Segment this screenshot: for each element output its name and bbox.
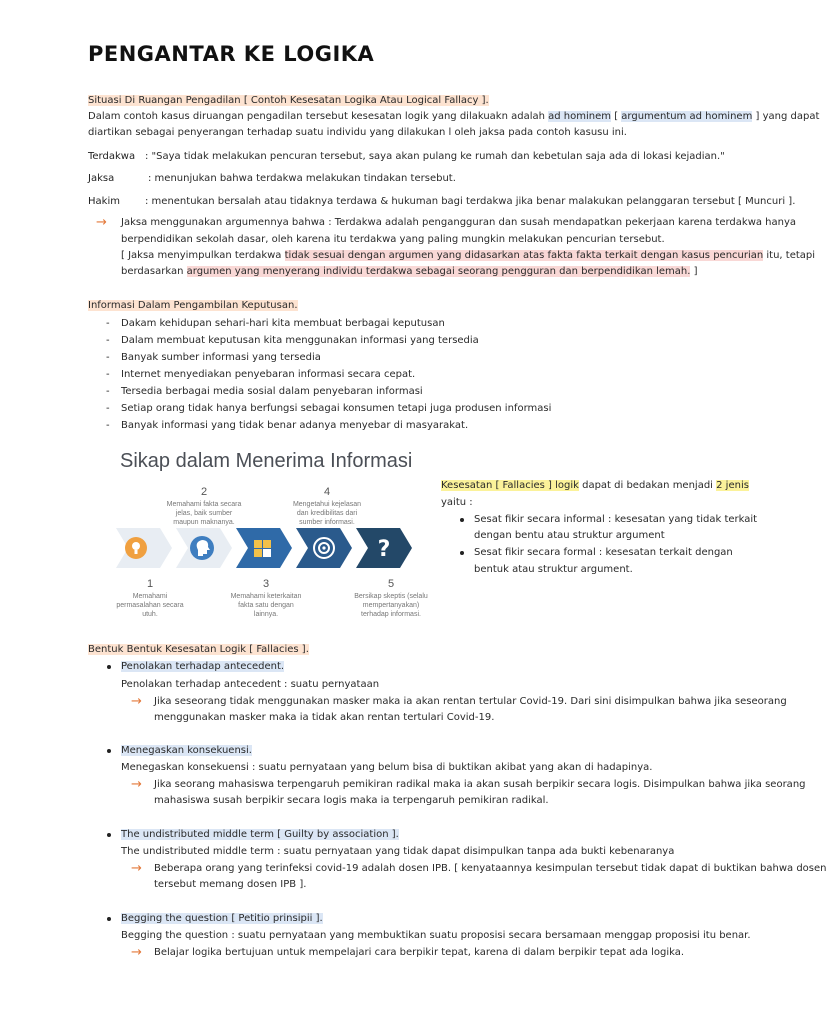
list-item: Internet menyediakan penyebaran informasi secara cepat.: [121, 369, 416, 380]
arrow-right-icon: →: [131, 694, 142, 709]
situasi-heading: Situasi Di Ruangan Pengadilan [ Contoh Kesesatan Logika Atau Logical Fallacy ].: [88, 95, 489, 106]
bentuk-4-title: Begging the question [ Petitio prinsipii ].: [121, 913, 323, 924]
document-page: PENGANTAR KE LOGIKA Situasi Di Ruangan Pengadilan [ Contoh Kesesatan Logika Atau Logical Fallacy ]. Dalam contoh kasus diruangan pengadilan tersebut kesesatan logik yang dilakuakn adalah ad hominem [ argumentum ad hominem ] yang dapat diartikan sebagai penyerangan terhadap suatu individu yang dilakukan l oleh jaksa pada contoh kasusu ini. Terdakwa : "Saya tidak melakukan pencuran tersebut, saya akan pulang ke rumah dan kebetulan saja ada di lokasi kejadian." Jaksa : menunjukan bahwa terdakwa melakukan tindakan tersebut. Hakim : menentukan bersalah atau tidaknya terdawa & hukuman bagi terdakwa jika benar malakukan pelanggaran tersebut [ Muncuri ]. → Jaksa menggunakan argumennya bahwa : Terdakwa adalah pengangguran dan susah mendapatkan pekerjaan karena terdakwa hanya berpendidikan sekolah dasar, oleh karena itu terdakwa yang paling mungkin melakukan pencurian tersebut. [ Jaksa menyimpulkan terdakwa tidak sesuai dengan argumen yang didasarkan atas fakta fakta terkait dengan kasus pencurian itu, tetapi berdasarkan argumen yang menyerang individu terdakwa sebagai seorang pengguran dan berpendidikan lemah. ] Informasi Dalam Pengambilan Keputusan. - Dakam kehidupan sehari-hari kita membuat berbagai keputusan - Dalam membuat keputusan kita menggunakan informasi yang tersedia - Banyak sumber informasi yang tersedia - Internet menyediakan penyebaran informasi secara cepat. - Tersedia berbagai media sosial dalam penyebaran informasi - Setiap orang tidak hanya berfungsi sebagai konsumen tetapi juga produsen informasi - Banyak informasi yang tidak benar adanya menyebar di masyarakat. Sikap dalam Menerima Informasi 2 Memahami fakta secara jelas, baik sumber maupun maknanya. 4 Mengetahui kejelasan dan kredibilitas dari sumber informasi. ? 1 Memahami permasalahan secara utuh. 3 Memahami keterkaitan fakta satu dengan lainnya. 5 Bersikap skeptis (selalu mempertanyakan) terhadap informasi. Kesesatan [ Fallacies ] logik dapat di bedakan menjadi 2 jenis yaitu : Sesat fikir secara informal : kesesatan yang tidak terkait dengan bentu atau struktur argument Sesat fikir secara formal : kesesatan terkait dengan bentuk atau struktur argument. Bentuk Bentuk Kesesatan Logik [ Fallacies ]. Penolakan terhadap antecedent. Penolakan terhadap antecedent : suatu pernyataan → Jika seseorang tidak menggunakan masker maka ia akan rentan tertular Covid-19. Dari sini disimpulkan bahwa jika seseorang menggunakan masker maka ia tidak akan rentan tertulari Covid-19. Menegaskan konsekuensi. Menegaskan konsekuensi : suatu pernyataan yang belum bisa di buktikan akibat yang akan di hadapinya. → Jika seorang mahasiswa terpengaruh pemikiran radikal maka ia akan susah berpikir secara logis. Disimpulkan bahwa jika seorang mahasiswa susah berpikir secara logis maka ia terpengaruh pemikiran radikal. The undistributed middle term [ Guilty by association ]. The undistributed middle term : suatu pernyataan yang tidak dapat disimpulkan tanpa ada bukti kebenaranya → Beberapa orang yang terinfeksi covid-19 adalah dosen IPB. [ kenyataannya kesimpulan tersebut tidak dapat di buktikan bahwa dosen tersebut memang dosen IPB ]. Begging the question [ Petitio prinsipii ]. Begging the question : suatu pernyataan yang membuktikan suatu proposisi secara bersamaan menggap proposisi itu benar. → Belajar logika bertujuan untuk mempelajari cara berpikir tepat, karena di dalam berpikir tepat ada logika.: [88, 42, 827, 960]
bentuk-2-def: Menegaskan konsekuensi : suatu pernyataan yang belum bisa di buktikan akibat yang akan di hadapinya.: [121, 762, 653, 773]
bentuk-3-example-2: tersebut memang dosen IPB ].: [154, 879, 307, 890]
step-number-1: 1: [146, 578, 154, 590]
bullet-icon: [460, 518, 464, 522]
kesesatan-formal-1: Sesat fikir secara formal : kesesatan terkait dengan: [474, 547, 733, 558]
list-item: Banyak sumber informasi yang tersedia: [121, 352, 321, 363]
bentuk-1-def: Penolakan terhadap antecedent : suatu pernyataan: [121, 679, 380, 690]
step-caption-2: Memahami fakta secara jelas, baik sumber maupun maknanya.: [166, 501, 242, 526]
bentuk-4-def: Begging the question : suatu pernyataan yang membuktikan suatu proposisi secara bersamaan menggap proposisi itu benar.: [121, 930, 751, 941]
arrow-right-icon: →: [131, 861, 142, 876]
step-chevron-3: [236, 528, 292, 568]
bentuk-3-title: The undistributed middle term [ Guilty by association ].: [121, 829, 399, 840]
step-caption-1: Memahami permasalahan secara utuh.: [116, 593, 184, 618]
list-item: Dalam membuat keputusan kita menggunakan informasi yang tersedia: [121, 335, 479, 346]
bullet-icon: [107, 749, 111, 753]
text-jaksa: : menunjukan bahwa terdakwa melakukan tindakan tersebut.: [148, 173, 456, 184]
bentuk-1-example-2: menggunakan masker maka ia tidak akan rentan tertulari Covid-19.: [154, 712, 495, 723]
jaksa-argument-4: berdasarkan argumen yang menyerang individu terdakwa sebagai seorang pengguran dan berpendidikan lemah. ]: [121, 266, 698, 277]
jaksa-argument-1: Jaksa menggunakan argumennya bahwa : Terdakwa adalah pengangguran dan susah mendapatkan pekerjaan karena terdakwa hanya: [121, 217, 797, 228]
kesesatan-informal-1: Sesat fikir secara informal : kesesatan yang tidak terkait: [474, 514, 758, 525]
bentuk-1-example-1: Jika seseorang tidak menggunakan masker maka ia akan rentan tertular Covid-19. Dari sini disimpulkan bahwa jika seseorang: [154, 696, 787, 707]
step-chevron-5: [356, 528, 412, 568]
puzzle-icon: [254, 540, 262, 548]
kesesatan-line-2: yaitu :: [441, 497, 473, 508]
step-number-2: 2: [200, 486, 208, 498]
situasi-line-1: Dalam contoh kasus diruangan pengadilan tersebut kesesatan logik yang dilakuakn adalah ad hominem [ argumentum ad hominem ] yang dapat: [88, 111, 820, 122]
label-jaksa: Jaksa: [88, 173, 115, 184]
kesesatan-line-1: Kesesatan [ Fallacies ] logik dapat di bedakan menjadi 2 jenis: [441, 480, 749, 491]
label-hakim: Hakim: [88, 196, 120, 207]
jaksa-argument-3: [ Jaksa menyimpulkan terdakwa tidak sesuai dengan argumen yang didasarkan atas fakta fakta terkait dengan kasus pencurian itu, tetapi: [121, 250, 816, 261]
bentuk-2-title: Menegaskan konsekuensi.: [121, 745, 252, 756]
infographic-sikap: [88, 440, 450, 636]
arrow-right-icon: →: [96, 215, 107, 230]
text-hakim: : menentukan bersalah atau tidaknya terdawa & hukuman bagi terdakwa jika benar malakukan pelanggaran tersebut [ Muncuri ].: [145, 196, 796, 207]
arrow-right-icon: →: [131, 945, 142, 960]
list-item: Dakam kehidupan sehari-hari kita membuat berbagai keputusan: [121, 318, 445, 329]
jaksa-argument-2: berpendidikan sekolah dasar, oleh karena itu terdakwa yang paling mungkin melakukan pencurian tersebut.: [121, 234, 665, 245]
step-number-4: 4: [323, 486, 331, 498]
bentuk-heading: Bentuk Bentuk Kesesatan Logik [ Fallacies ].: [88, 644, 309, 655]
bullet-icon: [107, 833, 111, 837]
bentuk-3-example-1: Beberapa orang yang terinfeksi covid-19 adalah dosen IPB. [ kenyataannya kesimpulan tersebut tidak dapat di buktikan bahwa dosen: [154, 863, 827, 874]
step-number-3: 3: [262, 578, 270, 590]
bullet-icon: [460, 551, 464, 555]
situasi-line-2: diartikan sebagai penyerangan terhadap suatu individu yang dilakukan l oleh jaksa pada contoh kasusu ini.: [88, 127, 627, 138]
step-chevron-1: [116, 528, 172, 568]
bentuk-1-title: Penolakan terhadap antecedent.: [121, 661, 285, 672]
list-item: Setiap orang tidak hanya berfungsi sebagai konsumen tetapi juga produsen informasi: [121, 403, 552, 414]
bentuk-3-def: The undistributed middle term : suatu pernyataan yang tidak dapat disimpulkan tanpa ada bukti kebenaranya: [121, 846, 675, 857]
bullet-icon: [107, 917, 111, 921]
informasi-heading: Informasi Dalam Pengambilan Keputusan.: [88, 300, 298, 311]
infographic-title: Sikap dalam Menerima Informasi: [120, 450, 413, 472]
step-caption-4: Mengetahui kejelasan dan kredibilitas dari sumber informasi.: [292, 501, 362, 526]
step-chevron-2: [176, 528, 232, 568]
page-title: PENGANTAR KE LOGIKA: [88, 42, 375, 66]
list-item: Tersedia berbagai media sosial dalam penyebaran informasi: [121, 386, 423, 397]
bentuk-2-example-1: Jika seorang mahasiswa terpengaruh pemikiran radikal maka ia akan susah berpikir secara logis. Disimpulkan bahwa jika seorang: [154, 779, 806, 790]
bullet-icon: [107, 665, 111, 669]
bentuk-2-example-2: mahasiswa susah berpikir secara logis maka ia terpengaruh pemikiran radikal.: [154, 795, 549, 806]
list-item: Banyak informasi yang tidak benar adanya menyebar di masyarakat.: [121, 420, 469, 431]
step-chevron-4: [296, 528, 352, 568]
step-caption-3: Memahami keterkaitan fakta satu dengan lainnya.: [230, 593, 302, 618]
kesesatan-formal-2: bentuk atau struktur argument.: [474, 564, 633, 575]
kesesatan-informal-2: dengan bentu atau struktur argument: [474, 530, 665, 541]
arrow-right-icon: →: [131, 777, 142, 792]
step-caption-5: Bersikap skeptis (selalu mempertanyakan) terhadap informasi.: [354, 593, 428, 618]
label-terdakwa: Terdakwa: [88, 151, 136, 162]
question-mark-icon: ?: [377, 537, 391, 562]
step-number-5: 5: [387, 578, 395, 590]
text-terdakwa: : "Saya tidak melakukan pencuran tersebut, saya akan pulang ke rumah dan kebetulan saja ada di lokasi kejadian.": [145, 151, 725, 162]
bentuk-4-example-1: Belajar logika bertujuan untuk mempelajari cara berpikir tepat, karena di dalam berpikir tepat ada logika.: [154, 947, 685, 958]
